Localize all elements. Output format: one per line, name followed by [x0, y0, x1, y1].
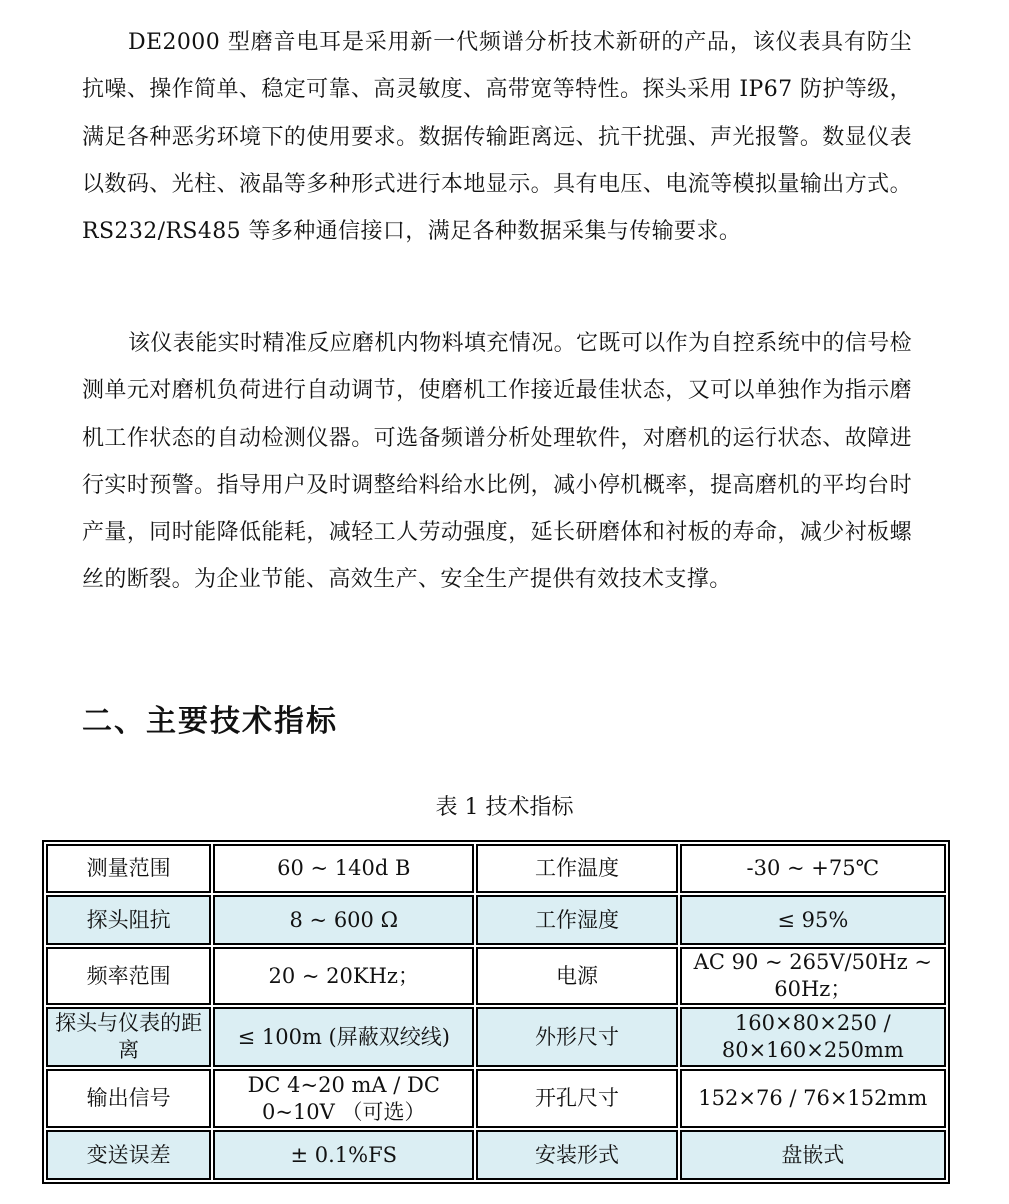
spec-label: 电源 — [476, 947, 677, 1005]
spec-value: 8 ~ 600 Ω — [213, 895, 474, 945]
table-row — [46, 1007, 946, 1067]
table-row — [46, 844, 946, 893]
spec-value: ± 0.1%FS — [213, 1130, 474, 1180]
spec-value: 20 ~ 20KHz； — [213, 947, 474, 1005]
spec-value: 160×80×250 / 80×160×250mm — [680, 1007, 946, 1067]
spec-label: 探头阻抗 — [46, 895, 211, 945]
intro-paragraph: DE2000 型磨音电耳是采用新一代频谱分析技术新研的产品，该仪表具有防尘抗噪、操作简单、稳定可靠、高灵敏度、高带宽等特性。探头采用 IP67 防护等级，满足各种恶劣环境下的使用要求。数据传输距离远、抗干扰强、声光报警。数显仪表以数码、光柱、液晶等多种形式进行本地显示。具有电压、电流等模拟量输出方式。RS232/RS485 等多种通信接口，满足各种数据采集与传输要求。 — [82, 30, 912, 245]
spec-label: 探头与仪表的距离 — [46, 1007, 211, 1067]
spec-label: 变送误差 — [46, 1130, 211, 1180]
function-paragraph: 该仪表能实时精准反应磨机内物料填充情况。它既可以作为自控系统中的信号检测单元对磨机负荷进行自动调节，使磨机工作接近最佳状态，又可以单独作为指示磨机工作状态的自动检测仪器。可选备频谱分析处理软件，对磨机的运行状态、故障进行实时预警。指导用户及时调整给料给水比例，减小停机概率，提高磨机的平均台时产量，同时能降低能耗，减轻工人劳动强度，延长研磨体和衬板的寿命，减少衬板螺丝的断裂。为企业节能、高效生产、安全生产提供有效技术支撑。 — [82, 331, 913, 593]
spec-value: AC 90 ~ 265V/50Hz ~ 60Hz； — [680, 947, 946, 1005]
spec-value: 盘嵌式 — [680, 1130, 946, 1180]
spec-value: ≤ 100m (屏蔽双绞线) — [213, 1007, 474, 1067]
spec-value: -30 ~ +75℃ — [680, 844, 946, 893]
spec-label: 工作湿度 — [476, 895, 677, 945]
table-row — [46, 1130, 946, 1180]
spec-value: 60 ~ 140d B — [213, 844, 474, 893]
spec-value: DC 4~20 mA / DC 0~10V （可选） — [213, 1069, 474, 1128]
spec-label: 频率范围 — [46, 947, 211, 1005]
spec-table — [42, 840, 950, 1184]
spec-label: 测量范围 — [46, 844, 211, 893]
spec-label: 输出信号 — [46, 1069, 211, 1128]
spec-value: ≤ 95% — [680, 895, 946, 945]
spec-label: 安装形式 — [476, 1130, 677, 1180]
table-row — [46, 1069, 946, 1128]
table-row — [46, 895, 946, 945]
spec-label: 开孔尺寸 — [476, 1069, 677, 1128]
section-heading: 二、主要技术指标 — [82, 704, 338, 739]
spec-value: 152×76 / 76×152mm — [680, 1069, 946, 1128]
table-caption: 表 1 技术指标 — [435, 795, 574, 820]
spec-label: 工作温度 — [476, 844, 677, 893]
spec-label: 外形尺寸 — [476, 1007, 677, 1067]
table-row — [46, 947, 946, 1005]
